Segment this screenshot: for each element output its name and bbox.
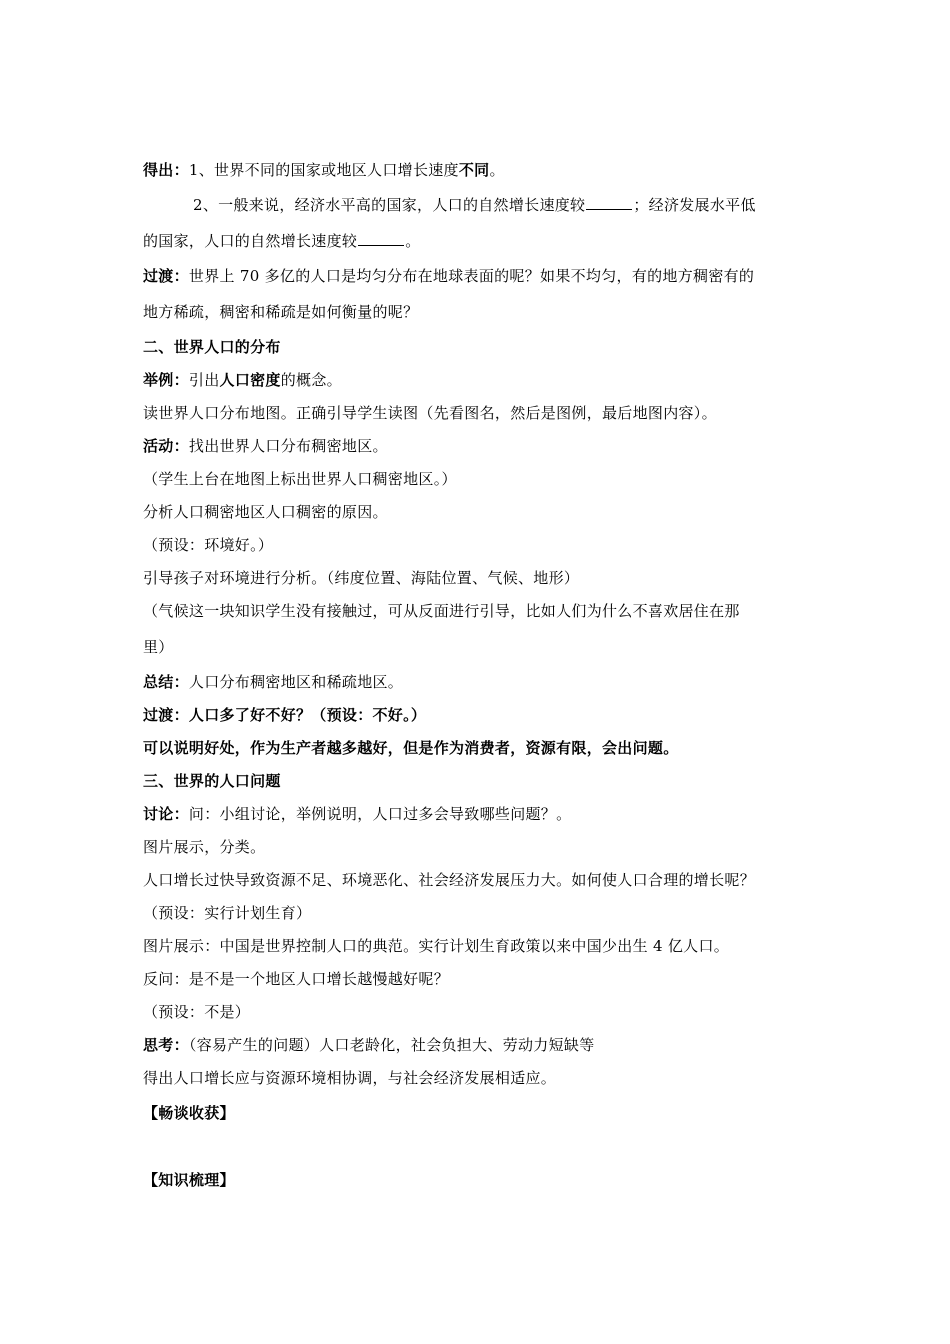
text-line: （学生上台在地图上标出世界人口稠密地区。）	[143, 470, 457, 488]
discussion-label: 讨论：	[143, 805, 189, 823]
conclusion-label: 得出：	[143, 161, 189, 179]
discussion-line: 讨论：问：小组讨论，举例说明，人口过多会导致哪些问题？。	[143, 805, 572, 823]
thinking-label: 思考：	[143, 1036, 189, 1054]
text-line: 分析人口稠密地区人口稠密的原因。	[143, 503, 388, 521]
transition-line-2: 地方稀疏，稠密和稀疏是如何衡量的呢？	[143, 303, 419, 321]
section-knowledge-heading: 【知识梳理】	[143, 1171, 235, 1189]
text-line: （预设：不是）	[143, 1003, 251, 1021]
section-harvest-heading: 【畅谈收获】	[143, 1104, 235, 1122]
text-line: 得出人口增长应与资源环境相协调，与社会经济发展相适应。	[143, 1069, 557, 1087]
example-label: 举例：	[143, 371, 189, 389]
bold-statement-line: 可以说明好处，作为生产者越多越好，但是作为消费者，资源有限，会出问题。	[143, 739, 679, 757]
section-heading-2: 二、世界人口的分布	[143, 338, 281, 356]
section-heading-3: 三、世界的人口问题	[143, 772, 281, 790]
thinking-line: 思考：（容易产生的问题）人口老龄化，社会负担大、劳动力短缺等	[143, 1036, 595, 1054]
activity-label: 活动：	[143, 437, 189, 455]
text-line: 反问：是不是一个地区人口增长越慢越好呢？	[143, 970, 450, 988]
text-line: 引导孩子对环境进行分析。（纬度位置、海陆位置、气候、地形）	[143, 569, 580, 587]
transition-label: 过渡：	[143, 267, 189, 285]
text-line: （预设：实行计划生育）	[143, 904, 312, 922]
activity-line: 活动：找出世界人口分布稠密地区。	[143, 437, 388, 455]
text-line: 里）	[143, 638, 174, 656]
text-line: 图片展示：中国是世界控制人口的典范。实行计划生育政策以来中国少出生 4 亿人口。	[143, 937, 730, 955]
text-line: （气候这一块知识学生没有接触过，可从反面进行引导，比如人们为什么不喜欢居住在那	[143, 602, 740, 620]
example-line: 举例：引出人口密度的概念。	[143, 371, 342, 389]
fill-in-blank	[358, 231, 404, 246]
transition-line-1: 过渡：世界上 70 多亿的人口是均匀分布在地球表面的呢？如果不均匀，有的地方稠密有的	[143, 267, 755, 285]
summary-label: 总结：	[143, 673, 189, 691]
transition-bold-line: 过渡：人口多了好不好？（预设：不好。）	[143, 706, 427, 724]
text-line: 读世界人口分布地图。正确引导学生读图（先看图名，然后是图例，最后地图内容）。	[143, 404, 717, 422]
summary-line: 总结：人口分布稠密地区和稀疏地区。	[143, 673, 404, 691]
conclusion-line-2: 2、一般来说，经济水平高的国家，人口的自然增长速度较 ；经济发展水平低	[193, 196, 756, 214]
text-line: 人口增长过快导致资源不足、环境恶化、社会经济发展压力大。如何使人口合理的增长呢？	[143, 871, 756, 889]
conclusion-line-3: 的国家，人口的自然增长速度较 。	[143, 232, 421, 250]
fill-in-blank	[586, 195, 632, 210]
text-line: （预设：环境好。）	[143, 536, 274, 554]
text-line: 图片展示，分类。	[143, 838, 266, 856]
conclusion-line-1: 得出：1、世界不同的国家或地区人口增长速度不同。	[143, 161, 505, 179]
